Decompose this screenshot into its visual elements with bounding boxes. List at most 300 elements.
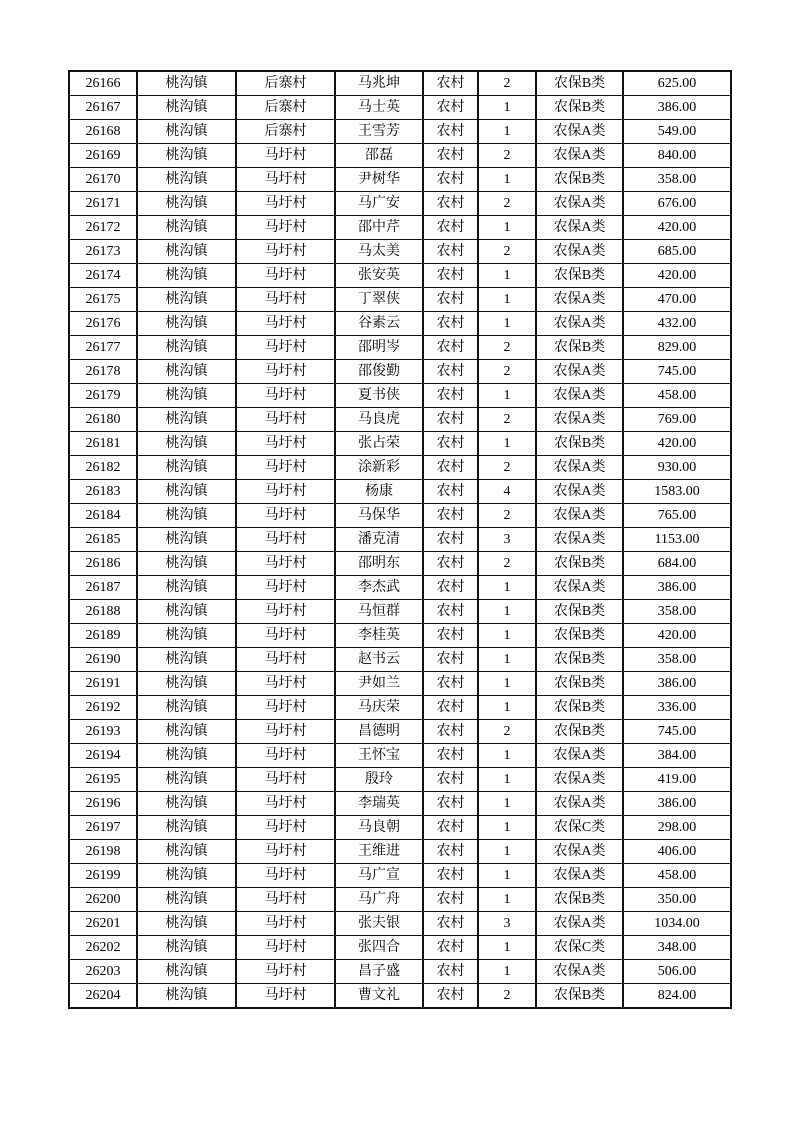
cell-insurance-category: 农保A类 <box>536 384 623 408</box>
cell-village: 马圩村 <box>236 960 335 984</box>
cell-person-name: 张安英 <box>335 264 423 288</box>
cell-amount: 470.00 <box>623 288 731 312</box>
cell-residence-type: 农村 <box>423 360 478 384</box>
cell-person-name: 马广宣 <box>335 864 423 888</box>
cell-village: 马圩村 <box>236 144 335 168</box>
cell-serial-number: 26174 <box>69 264 137 288</box>
cell-residence-type: 农村 <box>423 480 478 504</box>
cell-person-count: 2 <box>478 336 536 360</box>
cell-village: 马圩村 <box>236 744 335 768</box>
cell-amount: 745.00 <box>623 720 731 744</box>
cell-town: 桃沟镇 <box>137 408 236 432</box>
cell-person-name: 谷素云 <box>335 312 423 336</box>
cell-residence-type: 农村 <box>423 888 478 912</box>
cell-insurance-category: 农保A类 <box>536 576 623 600</box>
cell-insurance-category: 农保B类 <box>536 720 623 744</box>
cell-serial-number: 26198 <box>69 840 137 864</box>
cell-serial-number: 26188 <box>69 600 137 624</box>
cell-person-count: 1 <box>478 288 536 312</box>
table-row <box>69 696 731 720</box>
cell-person-name: 王雪芳 <box>335 120 423 144</box>
cell-town: 桃沟镇 <box>137 888 236 912</box>
cell-amount: 458.00 <box>623 864 731 888</box>
cell-insurance-category: 农保A类 <box>536 240 623 264</box>
cell-residence-type: 农村 <box>423 504 478 528</box>
cell-amount: 386.00 <box>623 672 731 696</box>
cell-insurance-category: 农保B类 <box>536 672 623 696</box>
cell-village: 马圩村 <box>236 336 335 360</box>
cell-town: 桃沟镇 <box>137 360 236 384</box>
cell-insurance-category: 农保A类 <box>536 840 623 864</box>
table-row <box>69 168 731 192</box>
cell-insurance-category: 农保B类 <box>536 336 623 360</box>
cell-residence-type: 农村 <box>423 144 478 168</box>
cell-insurance-category: 农保B类 <box>536 96 623 120</box>
cell-person-name: 马广舟 <box>335 888 423 912</box>
cell-person-name: 丁翠侠 <box>335 288 423 312</box>
cell-town: 桃沟镇 <box>137 480 236 504</box>
cell-insurance-category: 农保A类 <box>536 768 623 792</box>
table-row <box>69 504 731 528</box>
cell-person-name: 夏书侠 <box>335 384 423 408</box>
cell-village: 马圩村 <box>236 216 335 240</box>
cell-town: 桃沟镇 <box>137 168 236 192</box>
cell-amount: 386.00 <box>623 96 731 120</box>
cell-village: 马圩村 <box>236 696 335 720</box>
cell-person-count: 2 <box>478 71 536 96</box>
cell-residence-type: 农村 <box>423 768 478 792</box>
cell-insurance-category: 农保A类 <box>536 912 623 936</box>
cell-person-name: 潘克清 <box>335 528 423 552</box>
cell-residence-type: 农村 <box>423 960 478 984</box>
cell-village: 马圩村 <box>236 504 335 528</box>
cell-person-count: 1 <box>478 648 536 672</box>
cell-person-name: 尹树华 <box>335 168 423 192</box>
cell-serial-number: 26181 <box>69 432 137 456</box>
cell-amount: 358.00 <box>623 168 731 192</box>
cell-village: 马圩村 <box>236 408 335 432</box>
cell-person-count: 2 <box>478 552 536 576</box>
cell-person-count: 3 <box>478 912 536 936</box>
table-row <box>69 216 731 240</box>
cell-insurance-category: 农保A类 <box>536 480 623 504</box>
cell-serial-number: 26179 <box>69 384 137 408</box>
cell-person-count: 2 <box>478 504 536 528</box>
cell-insurance-category: 农保A类 <box>536 528 623 552</box>
cell-serial-number: 26194 <box>69 744 137 768</box>
cell-person-name: 昌子盛 <box>335 960 423 984</box>
cell-insurance-category: 农保C类 <box>536 936 623 960</box>
cell-person-count: 2 <box>478 456 536 480</box>
cell-serial-number: 26167 <box>69 96 137 120</box>
cell-residence-type: 农村 <box>423 71 478 96</box>
cell-residence-type: 农村 <box>423 264 478 288</box>
cell-person-count: 1 <box>478 600 536 624</box>
cell-residence-type: 农村 <box>423 720 478 744</box>
cell-person-name: 王怀宝 <box>335 744 423 768</box>
cell-amount: 432.00 <box>623 312 731 336</box>
cell-person-count: 2 <box>478 360 536 384</box>
cell-village: 马圩村 <box>236 480 335 504</box>
payment-roster-table <box>68 70 732 1009</box>
cell-town: 桃沟镇 <box>137 840 236 864</box>
roster-table-body <box>69 71 731 1008</box>
cell-town: 桃沟镇 <box>137 528 236 552</box>
cell-insurance-category: 农保A类 <box>536 504 623 528</box>
cell-person-count: 2 <box>478 144 536 168</box>
cell-person-count: 1 <box>478 936 536 960</box>
cell-person-name: 邵磊 <box>335 144 423 168</box>
cell-village: 马圩村 <box>236 288 335 312</box>
table-row <box>69 528 731 552</box>
cell-person-name: 马恒群 <box>335 600 423 624</box>
cell-residence-type: 农村 <box>423 696 478 720</box>
cell-person-count: 1 <box>478 216 536 240</box>
cell-insurance-category: 农保B类 <box>536 432 623 456</box>
cell-insurance-category: 农保A类 <box>536 288 623 312</box>
cell-amount: 829.00 <box>623 336 731 360</box>
cell-insurance-category: 农保A类 <box>536 864 623 888</box>
cell-insurance-category: 农保B类 <box>536 624 623 648</box>
cell-serial-number: 26180 <box>69 408 137 432</box>
cell-town: 桃沟镇 <box>137 264 236 288</box>
cell-village: 马圩村 <box>236 192 335 216</box>
cell-village: 马圩村 <box>236 576 335 600</box>
cell-insurance-category: 农保A类 <box>536 960 623 984</box>
cell-person-name: 涂新彩 <box>335 456 423 480</box>
cell-amount: 419.00 <box>623 768 731 792</box>
cell-amount: 676.00 <box>623 192 731 216</box>
cell-village: 马圩村 <box>236 528 335 552</box>
cell-village: 马圩村 <box>236 936 335 960</box>
cell-village: 马圩村 <box>236 816 335 840</box>
cell-serial-number: 26175 <box>69 288 137 312</box>
cell-amount: 420.00 <box>623 264 731 288</box>
cell-amount: 745.00 <box>623 360 731 384</box>
cell-person-count: 1 <box>478 744 536 768</box>
table-row <box>69 840 731 864</box>
cell-village: 马圩村 <box>236 672 335 696</box>
cell-insurance-category: 农保B类 <box>536 264 623 288</box>
cell-amount: 298.00 <box>623 816 731 840</box>
cell-village: 后寨村 <box>236 120 335 144</box>
cell-amount: 348.00 <box>623 936 731 960</box>
table-row <box>69 120 731 144</box>
cell-residence-type: 农村 <box>423 552 478 576</box>
cell-village: 马圩村 <box>236 864 335 888</box>
cell-serial-number: 26184 <box>69 504 137 528</box>
cell-person-count: 1 <box>478 168 536 192</box>
cell-person-name: 张夫银 <box>335 912 423 936</box>
cell-insurance-category: 农保B类 <box>536 600 623 624</box>
cell-town: 桃沟镇 <box>137 384 236 408</box>
cell-residence-type: 农村 <box>423 408 478 432</box>
cell-person-count: 1 <box>478 264 536 288</box>
table-row <box>69 264 731 288</box>
table-row <box>69 71 731 96</box>
cell-amount: 769.00 <box>623 408 731 432</box>
table-row <box>69 288 731 312</box>
cell-town: 桃沟镇 <box>137 720 236 744</box>
cell-town: 桃沟镇 <box>137 600 236 624</box>
cell-amount: 358.00 <box>623 600 731 624</box>
cell-amount: 1153.00 <box>623 528 731 552</box>
cell-amount: 824.00 <box>623 984 731 1009</box>
cell-amount: 765.00 <box>623 504 731 528</box>
table-row <box>69 456 731 480</box>
cell-insurance-category: 农保A类 <box>536 744 623 768</box>
cell-person-count: 1 <box>478 816 536 840</box>
cell-insurance-category: 农保B类 <box>536 552 623 576</box>
cell-residence-type: 农村 <box>423 744 478 768</box>
cell-serial-number: 26182 <box>69 456 137 480</box>
cell-serial-number: 26190 <box>69 648 137 672</box>
cell-person-count: 1 <box>478 696 536 720</box>
cell-residence-type: 农村 <box>423 672 478 696</box>
cell-serial-number: 26191 <box>69 672 137 696</box>
cell-person-count: 3 <box>478 528 536 552</box>
cell-amount: 384.00 <box>623 744 731 768</box>
cell-person-name: 马太美 <box>335 240 423 264</box>
cell-insurance-category: 农保A类 <box>536 192 623 216</box>
cell-village: 马圩村 <box>236 360 335 384</box>
cell-residence-type: 农村 <box>423 432 478 456</box>
table-row <box>69 624 731 648</box>
cell-insurance-category: 农保A类 <box>536 144 623 168</box>
table-row <box>69 384 731 408</box>
cell-village: 马圩村 <box>236 312 335 336</box>
cell-person-name: 曹文礼 <box>335 984 423 1009</box>
table-row <box>69 648 731 672</box>
table-row <box>69 552 731 576</box>
cell-person-name: 李杰武 <box>335 576 423 600</box>
cell-person-count: 2 <box>478 408 536 432</box>
table-row <box>69 480 731 504</box>
cell-person-count: 1 <box>478 768 536 792</box>
cell-residence-type: 农村 <box>423 792 478 816</box>
cell-person-name: 殷玲 <box>335 768 423 792</box>
cell-serial-number: 26166 <box>69 71 137 96</box>
cell-serial-number: 26176 <box>69 312 137 336</box>
cell-residence-type: 农村 <box>423 864 478 888</box>
cell-serial-number: 26168 <box>69 120 137 144</box>
cell-serial-number: 26177 <box>69 336 137 360</box>
cell-serial-number: 26186 <box>69 552 137 576</box>
cell-village: 马圩村 <box>236 600 335 624</box>
cell-person-count: 1 <box>478 120 536 144</box>
cell-serial-number: 26187 <box>69 576 137 600</box>
table-row <box>69 888 731 912</box>
table-row <box>69 96 731 120</box>
cell-person-name: 赵书云 <box>335 648 423 672</box>
cell-serial-number: 26203 <box>69 960 137 984</box>
table-row <box>69 912 731 936</box>
table-row <box>69 672 731 696</box>
cell-village: 马圩村 <box>236 264 335 288</box>
cell-person-name: 尹如兰 <box>335 672 423 696</box>
cell-serial-number: 26202 <box>69 936 137 960</box>
cell-residence-type: 农村 <box>423 168 478 192</box>
cell-insurance-category: 农保A类 <box>536 360 623 384</box>
table-row <box>69 360 731 384</box>
cell-person-count: 1 <box>478 576 536 600</box>
cell-insurance-category: 农保B类 <box>536 984 623 1009</box>
cell-serial-number: 26173 <box>69 240 137 264</box>
cell-person-count: 1 <box>478 864 536 888</box>
cell-residence-type: 农村 <box>423 192 478 216</box>
cell-town: 桃沟镇 <box>137 768 236 792</box>
cell-town: 桃沟镇 <box>137 71 236 96</box>
cell-person-name: 昌德明 <box>335 720 423 744</box>
cell-insurance-category: 农保A类 <box>536 312 623 336</box>
cell-person-name: 王维进 <box>335 840 423 864</box>
cell-village: 马圩村 <box>236 912 335 936</box>
cell-amount: 840.00 <box>623 144 731 168</box>
cell-insurance-category: 农保B类 <box>536 648 623 672</box>
cell-person-name: 马庆荣 <box>335 696 423 720</box>
cell-insurance-category: 农保B类 <box>536 71 623 96</box>
cell-person-count: 1 <box>478 888 536 912</box>
table-row <box>69 240 731 264</box>
cell-town: 桃沟镇 <box>137 192 236 216</box>
cell-insurance-category: 农保C类 <box>536 816 623 840</box>
table-row <box>69 768 731 792</box>
cell-residence-type: 农村 <box>423 336 478 360</box>
cell-residence-type: 农村 <box>423 456 478 480</box>
table-row <box>69 408 731 432</box>
cell-person-count: 2 <box>478 192 536 216</box>
cell-residence-type: 农村 <box>423 936 478 960</box>
cell-person-name: 张四合 <box>335 936 423 960</box>
cell-village: 马圩村 <box>236 720 335 744</box>
cell-village: 马圩村 <box>236 984 335 1009</box>
cell-serial-number: 26197 <box>69 816 137 840</box>
cell-amount: 350.00 <box>623 888 731 912</box>
cell-town: 桃沟镇 <box>137 624 236 648</box>
cell-person-count: 1 <box>478 960 536 984</box>
cell-person-name: 邵明岑 <box>335 336 423 360</box>
cell-insurance-category: 农保A类 <box>536 792 623 816</box>
cell-amount: 1034.00 <box>623 912 731 936</box>
table-row <box>69 336 731 360</box>
cell-town: 桃沟镇 <box>137 288 236 312</box>
cell-town: 桃沟镇 <box>137 552 236 576</box>
cell-serial-number: 26196 <box>69 792 137 816</box>
cell-residence-type: 农村 <box>423 816 478 840</box>
cell-village: 马圩村 <box>236 840 335 864</box>
cell-village: 马圩村 <box>236 624 335 648</box>
cell-person-count: 2 <box>478 984 536 1009</box>
cell-person-name: 马士英 <box>335 96 423 120</box>
cell-town: 桃沟镇 <box>137 144 236 168</box>
cell-village: 马圩村 <box>236 648 335 672</box>
cell-serial-number: 26169 <box>69 144 137 168</box>
table-row <box>69 600 731 624</box>
cell-village: 后寨村 <box>236 96 335 120</box>
cell-residence-type: 农村 <box>423 528 478 552</box>
cell-person-count: 1 <box>478 672 536 696</box>
cell-insurance-category: 农保A类 <box>536 456 623 480</box>
table-row <box>69 792 731 816</box>
table-row <box>69 960 731 984</box>
cell-person-count: 2 <box>478 240 536 264</box>
cell-amount: 1583.00 <box>623 480 731 504</box>
cell-town: 桃沟镇 <box>137 696 236 720</box>
cell-serial-number: 26193 <box>69 720 137 744</box>
cell-residence-type: 农村 <box>423 120 478 144</box>
cell-person-name: 张占荣 <box>335 432 423 456</box>
cell-amount: 420.00 <box>623 432 731 456</box>
cell-person-name: 马保华 <box>335 504 423 528</box>
cell-person-count: 1 <box>478 96 536 120</box>
cell-person-count: 1 <box>478 384 536 408</box>
cell-residence-type: 农村 <box>423 384 478 408</box>
cell-residence-type: 农村 <box>423 840 478 864</box>
cell-town: 桃沟镇 <box>137 432 236 456</box>
cell-person-name: 马良虎 <box>335 408 423 432</box>
cell-amount: 506.00 <box>623 960 731 984</box>
cell-serial-number: 26204 <box>69 984 137 1009</box>
cell-amount: 625.00 <box>623 71 731 96</box>
cell-amount: 684.00 <box>623 552 731 576</box>
cell-amount: 420.00 <box>623 216 731 240</box>
cell-serial-number: 26192 <box>69 696 137 720</box>
table-row <box>69 744 731 768</box>
cell-town: 桃沟镇 <box>137 120 236 144</box>
cell-town: 桃沟镇 <box>137 96 236 120</box>
cell-amount: 386.00 <box>623 792 731 816</box>
cell-village: 马圩村 <box>236 552 335 576</box>
cell-residence-type: 农村 <box>423 576 478 600</box>
cell-village: 马圩村 <box>236 792 335 816</box>
cell-town: 桃沟镇 <box>137 336 236 360</box>
table-row <box>69 936 731 960</box>
cell-serial-number: 26201 <box>69 912 137 936</box>
cell-town: 桃沟镇 <box>137 456 236 480</box>
cell-person-count: 1 <box>478 432 536 456</box>
cell-town: 桃沟镇 <box>137 816 236 840</box>
cell-town: 桃沟镇 <box>137 672 236 696</box>
cell-person-count: 2 <box>478 720 536 744</box>
table-row <box>69 576 731 600</box>
cell-town: 桃沟镇 <box>137 216 236 240</box>
cell-residence-type: 农村 <box>423 984 478 1009</box>
cell-insurance-category: 农保A类 <box>536 408 623 432</box>
table-row <box>69 144 731 168</box>
table-row <box>69 192 731 216</box>
cell-residence-type: 农村 <box>423 216 478 240</box>
cell-residence-type: 农村 <box>423 624 478 648</box>
cell-town: 桃沟镇 <box>137 984 236 1009</box>
cell-town: 桃沟镇 <box>137 744 236 768</box>
cell-person-name: 邵俊勤 <box>335 360 423 384</box>
cell-person-name: 马广安 <box>335 192 423 216</box>
cell-residence-type: 农村 <box>423 600 478 624</box>
cell-amount: 420.00 <box>623 624 731 648</box>
cell-serial-number: 26200 <box>69 888 137 912</box>
cell-insurance-category: 农保B类 <box>536 888 623 912</box>
cell-person-name: 邵明东 <box>335 552 423 576</box>
cell-serial-number: 26189 <box>69 624 137 648</box>
cell-town: 桃沟镇 <box>137 312 236 336</box>
cell-town: 桃沟镇 <box>137 648 236 672</box>
cell-town: 桃沟镇 <box>137 576 236 600</box>
cell-village: 马圩村 <box>236 432 335 456</box>
cell-village: 马圩村 <box>236 384 335 408</box>
cell-residence-type: 农村 <box>423 312 478 336</box>
cell-residence-type: 农村 <box>423 96 478 120</box>
cell-amount: 386.00 <box>623 576 731 600</box>
